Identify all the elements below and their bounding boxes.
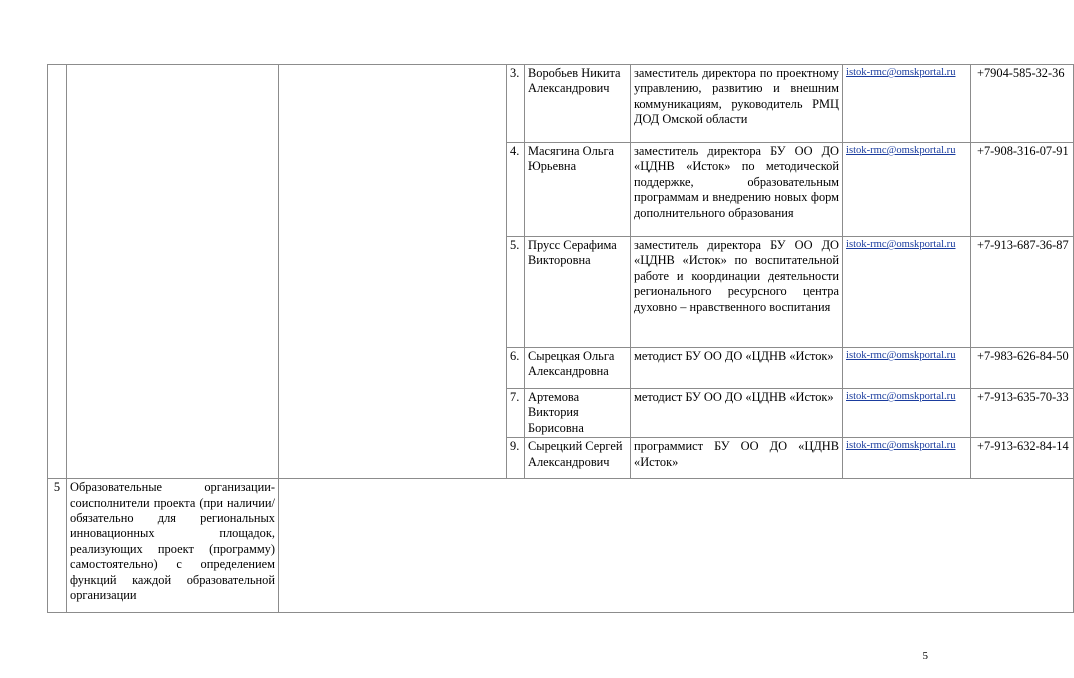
email-cell xyxy=(843,348,971,389)
section-description: Образовательные организации-соисполнители проекта (при наличии/ обязательно для региональных инновационных площадок, реализующих проект (программу) самостоятельно) с определением функций каждой образовательной организации xyxy=(67,479,279,613)
person-name: Сырецкая Ольга Александровна xyxy=(525,348,631,389)
email-cell xyxy=(843,237,971,348)
section-content-cell xyxy=(279,479,1074,613)
person-name: Артемова Виктория Борисовна xyxy=(525,389,631,438)
table-row xyxy=(48,65,1074,143)
phone-number: +7904-585-32-36 xyxy=(971,65,1074,143)
document-table xyxy=(47,64,1074,613)
empty-gap-cell xyxy=(279,65,507,479)
person-role: заместитель директора по проектному управлению, развитию и внешним коммуникациям, руководитель РМЦ ДОД Омской области xyxy=(631,65,843,143)
phone-number: +7-983-626-84-50 xyxy=(971,348,1074,389)
email-cell xyxy=(843,65,971,143)
phone-number: +7-913-635-70-33 xyxy=(971,389,1074,438)
person-role: заместитель директора БУ ОО ДО «ЦДНВ «Исток» по воспитательной работе и координации деятельности регионального ресурсного центра духовно – нравственного воспитания xyxy=(631,237,843,348)
phone-number: +7-908-316-07-91 xyxy=(971,143,1074,237)
section-5-row xyxy=(48,479,1074,613)
empty-num-cell xyxy=(48,65,67,479)
email-link[interactable]: istok-rmc@omskportal.ru xyxy=(846,440,956,452)
row-index: 4. xyxy=(507,143,525,237)
person-role: программист БУ ОО ДО «ЦДНВ «Исток» xyxy=(631,438,843,479)
email-cell xyxy=(843,389,971,438)
email-cell xyxy=(843,143,971,237)
email-link[interactable]: istok-rmc@omskportal.ru xyxy=(846,350,956,361)
person-name: Воробьев Никита Александрович xyxy=(525,65,631,143)
email-cell xyxy=(843,438,971,479)
email-link[interactable]: istok-rmc@omskportal.ru xyxy=(846,239,956,250)
row-index: 6. xyxy=(507,348,525,389)
person-name: Сырецкий Сергей Александрович xyxy=(525,438,631,479)
row-index: 7. xyxy=(507,389,525,438)
row-index: 9. xyxy=(507,438,525,479)
section-number: 5 xyxy=(48,479,67,613)
email-link[interactable]: istok-rmc@omskportal.ru xyxy=(846,145,956,156)
person-role: методист БУ ОО ДО «ЦДНВ «Исток» xyxy=(631,389,843,438)
person-role: заместитель директора БУ ОО ДО «ЦДНВ «Исток» по методической поддержке, образовательным программам и внедрению новых форм дополнительного образования xyxy=(631,143,843,237)
email-link[interactable]: istok-rmc@omskportal.ru xyxy=(846,391,956,402)
person-name: Прусс Серафима Викторовна xyxy=(525,237,631,348)
page-number: 5 xyxy=(922,650,928,662)
person-role: методист БУ ОО ДО «ЦДНВ «Исток» xyxy=(631,348,843,389)
person-name: Масягина Ольга Юрьевна xyxy=(525,143,631,237)
empty-org-cell xyxy=(67,65,279,479)
row-index: 3. xyxy=(507,65,525,143)
row-index: 5. xyxy=(507,237,525,348)
phone-number: +7-913-632-84-14 xyxy=(971,438,1074,479)
email-link[interactable]: istok-rmc@omskportal.ru xyxy=(846,67,956,78)
phone-number: +7-913-687-36-87 xyxy=(971,237,1074,348)
